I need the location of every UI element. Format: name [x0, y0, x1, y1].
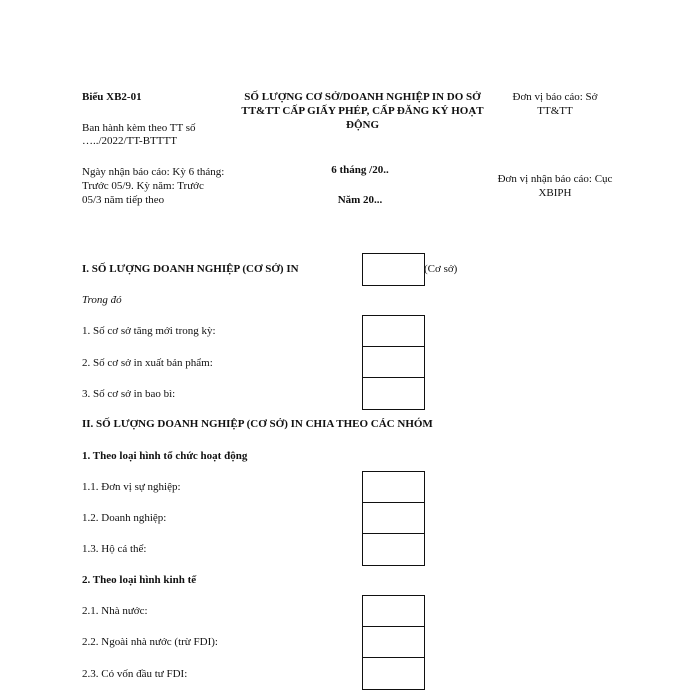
public-unit-count-box[interactable] [362, 471, 425, 504]
section1-title: I. SỐ LƯỢNG DOANH NGHIỆP (CƠ SỞ) IN [82, 263, 299, 275]
section1-subtitle: Trong đó [82, 294, 122, 306]
section2-title: II. SỐ LƯỢNG DOANH NGHIỆP (CƠ SỞ) IN CHIA THEO CÁC NHÓM [82, 418, 433, 430]
receive-date-line2: Trước 05/9. Kỳ năm: Trước [82, 180, 204, 192]
fdi-count-box[interactable] [362, 657, 425, 690]
group1-title: 1. Theo loại hình tổ chức hoạt động [82, 450, 248, 462]
receiving-unit-line2: XBIPH [538, 187, 572, 199]
period-year: Năm 20... [337, 194, 383, 206]
section1-item-new: 1. Số cơ sở tăng mới trong kỳ: [82, 325, 216, 337]
state-count-box[interactable] [362, 595, 425, 628]
reporting-unit-line1: Đơn vị báo cáo: Sở [512, 91, 598, 103]
receive-date-line3: 05/3 năm tiếp theo [82, 194, 165, 206]
receive-date-line1: Ngày nhận báo cáo: Kỳ 6 tháng: [82, 166, 225, 178]
issued-with-line2: …../2022/TT-BTTTT [82, 135, 177, 147]
enterprise-count-box[interactable] [362, 502, 425, 535]
period-6-months: 6 tháng /20.. [331, 164, 389, 176]
new-count-box[interactable] [362, 315, 425, 348]
group1-item-household: 1.3. Hộ cá thể: [82, 543, 147, 555]
section1-item-packaging: 3. Số cơ sở in bao bì: [82, 388, 176, 400]
non-state-count-box[interactable] [362, 626, 425, 659]
report-title-line3: ĐỘNG [346, 119, 379, 131]
group2-title: 2. Theo loại hình kinh tế [82, 574, 197, 586]
report-title-line2: TT&TT CẤP GIẤY PHÉP, CẤP ĐĂNG KÝ HOẠT [241, 105, 484, 117]
household-count-box[interactable] [362, 533, 425, 566]
form-code: Biểu XB2-01 [82, 91, 142, 103]
packaging-count-box[interactable] [362, 377, 425, 410]
group1-item-public-unit: 1.1. Đơn vị sự nghiệp: [82, 481, 181, 493]
group2-item-non-state: 2.2. Ngoài nhà nước (trừ FDI): [82, 636, 218, 648]
receiving-unit-line1: Đơn vị nhận báo cáo: Cục [497, 173, 613, 185]
report-title-line1: SỐ LƯỢNG CƠ SỞ/DOANH NGHIỆP IN DO SỞ [244, 91, 481, 103]
group2-item-fdi: 2.3. Có vốn đầu tư FDI: [82, 668, 188, 680]
group2-item-state: 2.1. Nhà nước: [82, 605, 148, 617]
section1-unit: (Cơ sở) [424, 263, 458, 275]
group1-item-enterprise: 1.2. Doanh nghiệp: [82, 512, 167, 524]
reporting-unit-line2: TT&TT [537, 105, 573, 117]
publications-count-box[interactable] [362, 346, 425, 379]
issued-with-line1: Ban hành kèm theo TT số [82, 122, 196, 134]
section1-item-publications: 2. Số cơ sở in xuất bản phẩm: [82, 357, 213, 369]
total-count-box[interactable] [362, 253, 425, 286]
